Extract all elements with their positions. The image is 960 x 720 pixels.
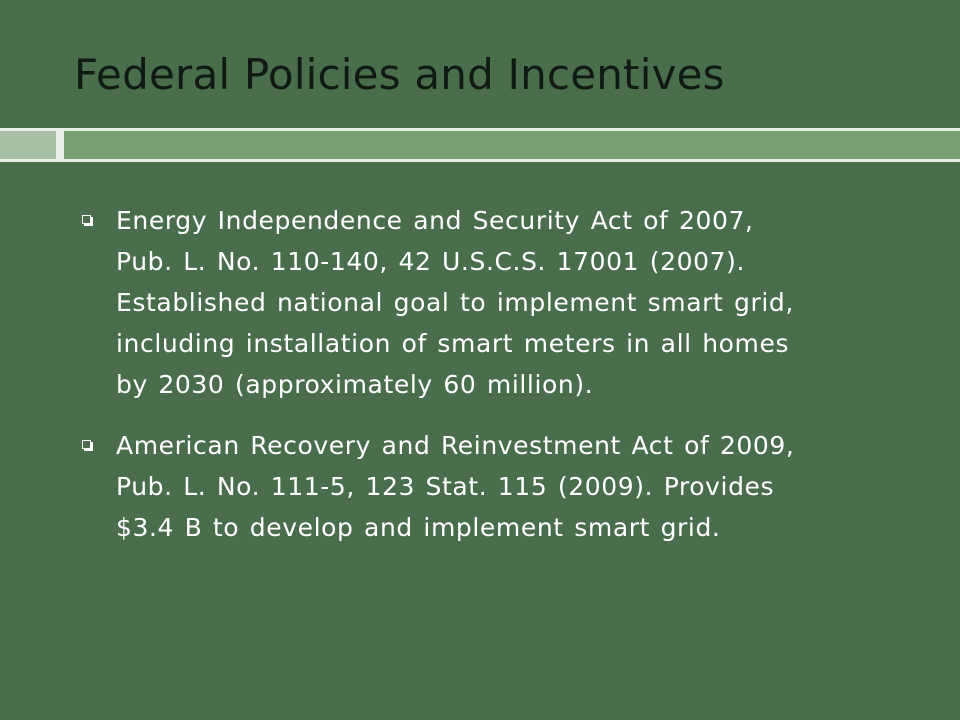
bullet-item-arra	[76, 425, 796, 548]
bullet-text: American Recovery and Reinvestment Act of 2009, Pub. L. No. 111-5, 123 Stat. 115 (2009). Provides $3.4 B to develop and implement smart grid.	[116, 431, 795, 542]
title-divider	[0, 128, 960, 162]
bullet-list	[76, 200, 796, 568]
square-bullet-icon	[82, 215, 91, 224]
bullet-text: Energy Independence and Security Act of 2007, Pub. L. No. 110-140, 42 U.S.C.S. 17001 (2007). Established national goal to implement smart grid, including installation of smart meters in all homes by 2030 (approximately 60 million).	[116, 206, 794, 399]
slide-title: Federal Policies and Incentives	[74, 50, 725, 99]
divider-left-block	[0, 131, 56, 159]
square-bullet-icon	[82, 440, 91, 449]
divider-band	[64, 131, 960, 159]
divider-bottom-edge	[0, 159, 960, 162]
bullet-item-eisa	[76, 200, 796, 405]
divider-gap	[56, 131, 64, 159]
